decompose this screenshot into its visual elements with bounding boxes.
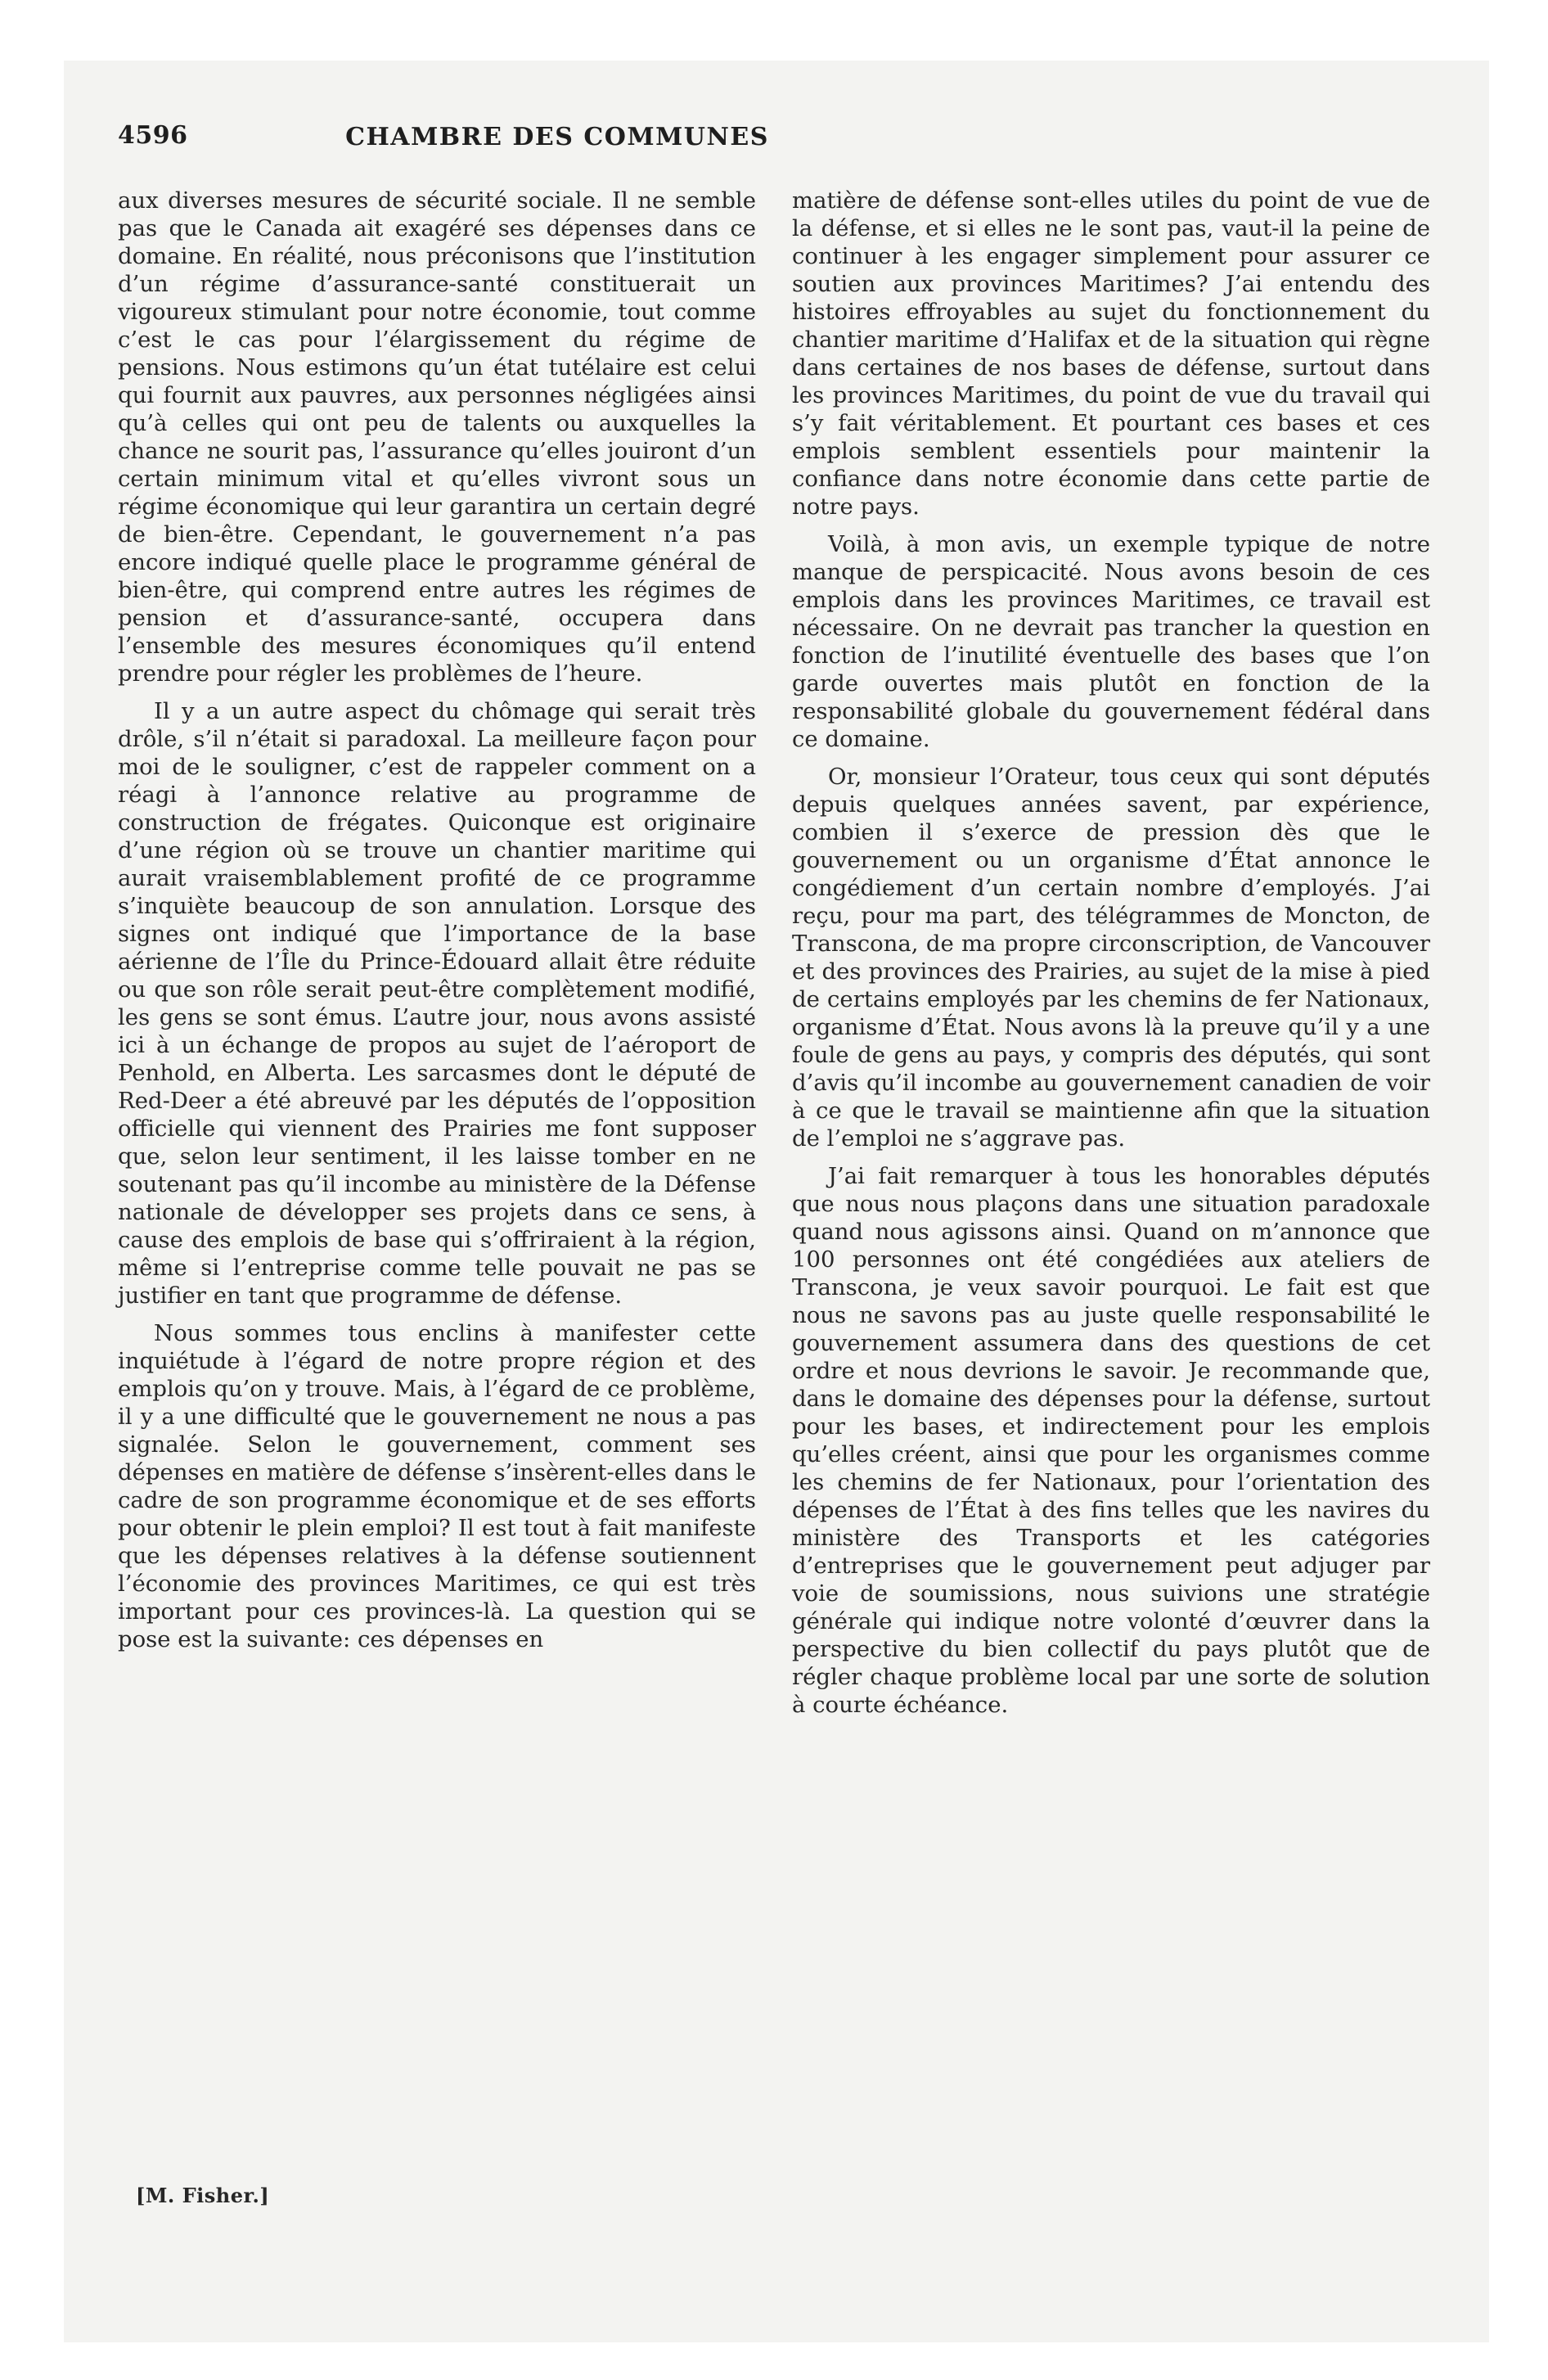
paragraph: Voilà, à mon avis, un exemple typique de notre manque de perspicacité. Nous avons besoin de ces emplois dans les provinces Maritimes, ce travail est nécessaire. On ne devrait pas trancher la question en fonction de l’inutilité éventuelle des bases que l’on garde ouvertes mais plutôt en fonction de la responsabilité globale du gouvernement fédéral dans ce domaine. xyxy=(792,531,1430,752)
page-number: 4596 xyxy=(118,121,188,150)
paragraph: Nous sommes tous enclins à manifester cette inquiétude à l’égard de notre propre région et des emplois qu’on y trouve. Mais, à l’égard de ce problème, il y a une difficulté que le gouvernement ne nous a pas signalée. Selon le gouvernement, comment ses dépenses en matière de défense s’insèrent-elles dans le cadre de son programme économique et de ses efforts pour obtenir le plein emploi? Il est tout à fait manifeste que les dépenses relatives à la défense soutiennent l’économie des provinces Maritimes, ce qui est très important pour ces provinces-là. La question qui se pose est la suivante: ces dépenses en xyxy=(118,1320,756,1652)
page-header xyxy=(118,121,997,162)
page-header-title: CHAMBRE DES COMMUNES xyxy=(345,123,769,151)
paragraph: matière de défense sont-elles utiles du point de vue de la défense, et si elles ne le sont pas, vaut-il la peine de continuer à les engager simplement pour assurer ce soutien aux provinces Maritimes? J’ai entendu des histoires effroyables au sujet du fonctionnement du chantier maritime d’Halifax et de la situation qui règne dans certaines de nos bases de défense, surtout dans les provinces Maritimes, du point de vue du travail qui s’y fait véritablement. Et pourtant ces bases et ces emplois semblent essentiels pour maintenir la confiance dans notre économie dans cette partie de notre pays. xyxy=(792,187,1430,520)
right-column xyxy=(792,187,1430,1729)
speaker-reference: [M. Fisher.] xyxy=(136,2184,270,2207)
paragraph: aux diverses mesures de sécurité sociale. Il ne semble pas que le Canada ait exagéré ses dépenses dans ce domaine. En réalité, nous préconisons que l’institution d’un régime d’assurance-santé constituerait un vigoureux stimulant pour notre économie, tout comme c’est le cas pour l’élargissement du régime de pensions. Nous estimons qu’un état tutélaire est celui qui fournit aux pauvres, aux personnes négligées ainsi qu’à celles qui ont peu de talents ou auxquelles la chance ne sourit pas, l’assurance qu’elles jouiront d’un certain minimum vital et qu’elles vivront sous un régime économique qui leur garantira un certain degré de bien-être. Cependant, le gouvernement n’a pas encore indiqué quelle place le programme général de bien-être, qui comprend entre autres les régimes de pension et d’assurance-santé, occupera dans l’ensemble des mesures économiques qu’il entend prendre pour régler les problèmes de l’heure. xyxy=(118,187,756,687)
paragraph: Il y a un autre aspect du chômage qui serait très drôle, s’il n’était si paradoxal. La meilleure façon pour moi de le souligner, c’est de rappeler comment on a réagi à l’annonce relative au programme de construction de frégates. Quiconque est originaire d’une région où se trouve un chantier maritime qui aurait vraisemblablement profité de ce programme s’inquiète beaucoup de son annulation. Lorsque des signes ont indiqué que l’importance de la base aérienne de l’Île du Prince-Édouard allait être réduite ou que son rôle serait peut-être complètement modifié, les gens se sont émus. L’autre jour, nous avons assisté ici à un échange de propos au sujet de l’aéroport de Penhold, en Alberta. Les sarcasmes dont le député de Red-Deer a été abreuvé par les députés de l’opposition officielle qui viennent des Prairies me font supposer que, selon leur sentiment, il les laisse tomber en ne soutenant pas qu’il incombe au ministère de la Défense nationale de développer ses projets dans ce sens, à cause des emplois de base qui s’offriraient à la région, même si l’entreprise comme telle pouvait ne pas se justifier en tant que programme de défense. xyxy=(118,698,756,1309)
left-column xyxy=(118,187,756,1663)
paragraph: Or, monsieur l’Orateur, tous ceux qui sont députés depuis quelques années savent, par expérience, combien il s’exerce de pression dès que le gouvernement ou un organisme d’État annonce le congédiement d’un certain nombre d’employés. J’ai reçu, pour ma part, des télégrammes de Moncton, de Transcona, de ma propre circonscription, de Vancouver et des provinces des Prairies, au sujet de la mise à pied de certains employés par les chemins de fer Nationaux, organisme d’État. Nous avons là la preuve qu’il y a une foule de gens au pays, y compris des députés, qui sont d’avis qu’il incombe au gouvernement canadien de voir à ce que le travail se maintienne afin que la situation de l’emploi ne s’aggrave pas. xyxy=(792,764,1430,1152)
paragraph: J’ai fait remarquer à tous les honorables députés que nous nous plaçons dans une situation paradoxale quand nous agissons ainsi. Quand on m’annonce que 100 personnes ont été congédiées aux ateliers de Transcona, je veux savoir pourquoi. Le fait est que nous ne savons pas au juste quelle responsabilité le gouvernement assumera dans des questions de cet ordre et nous devrions le savoir. Je recommande que, dans le domaine des dépenses pour la défense, surtout pour les bases, et indirectement pour les emplois qu’elles créent, ainsi que pour les organismes comme les chemins de fer Nationaux, pour l’orientation des dépenses de l’État à des fins telles que les navires du ministère des Transports et les catégories d’entreprises que le gouvernement peut adjuger par voie de soumissions, nous suivions une stratégie générale qui indique notre volonté d’œuvrer dans la perspective du bien collectif du pays plutôt que de régler chaque problème local par une sorte de solution à courte échéance. xyxy=(792,1163,1430,1718)
